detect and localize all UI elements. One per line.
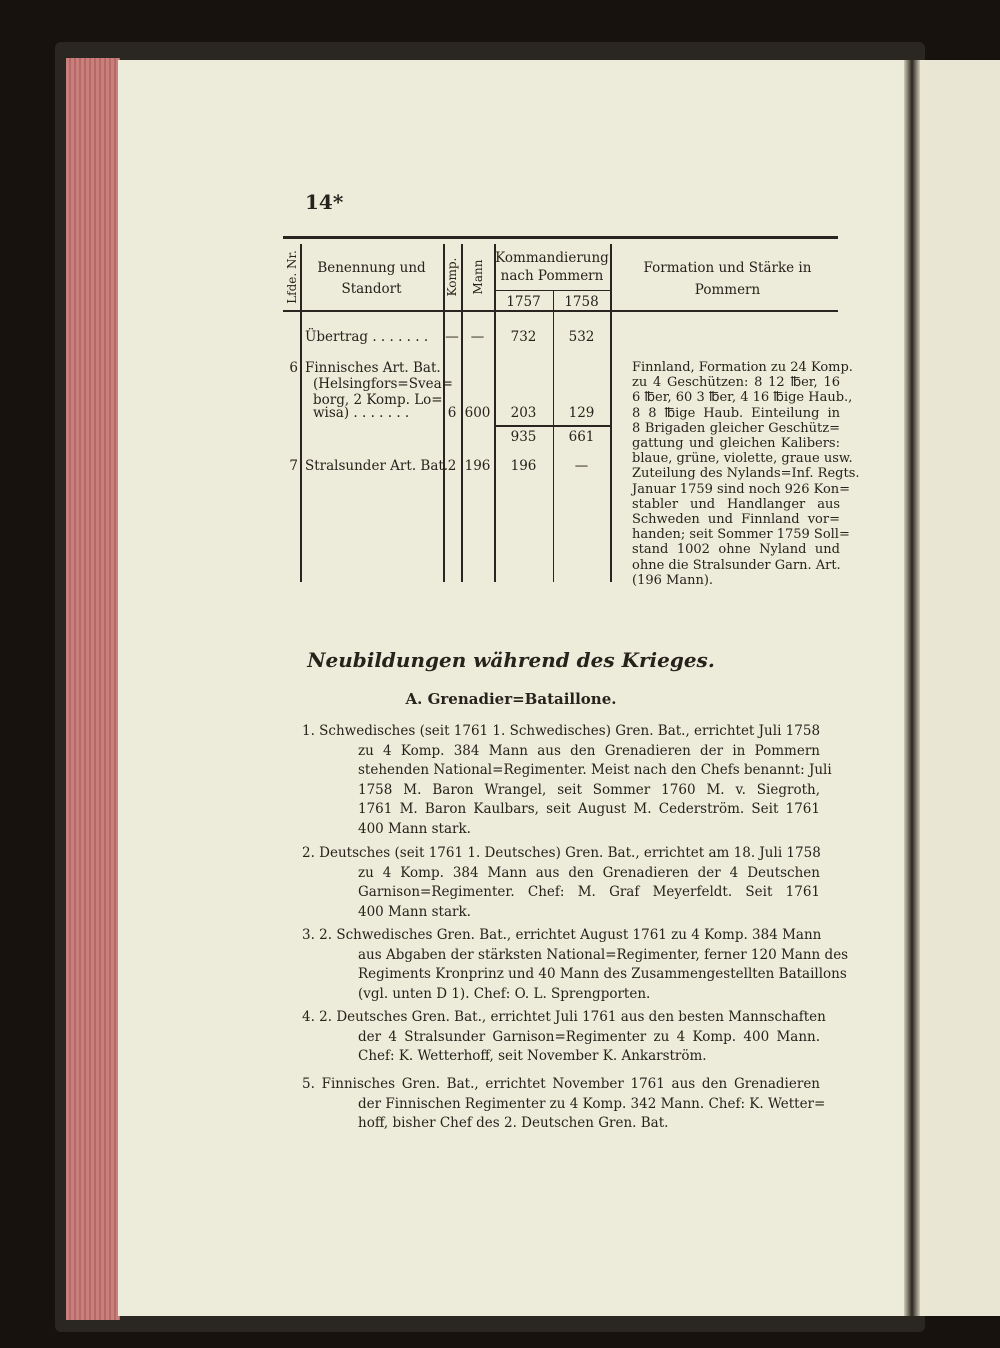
- row-1758: 532: [568, 329, 595, 345]
- formation-line: gattung und gleichen Kalibers:: [632, 436, 840, 451]
- entry-1-line: stehenden National=Regimenter. Meist nach den Chefs benannt: Juli: [358, 762, 832, 779]
- formation-line: 6 ℔er, 60 3 ℔er, 4 16 ℔ige Haub.,: [632, 390, 853, 406]
- book-gutter: [904, 60, 920, 1316]
- entry-3-line: 3. 2. Schwedisches Gren. Bat., errichtet August 1761 zu 4 Komp. 384 Mann: [302, 927, 822, 943]
- header-formation: Formation und Stärke in Pommern: [643, 260, 812, 298]
- row-nr: 6: [289, 360, 298, 376]
- formation-line: Zuteilung des Nylands=Inf. Regts.: [632, 466, 860, 482]
- row-name: borg, 2 Komp. Lo=: [313, 392, 443, 408]
- formation-line: stabler und Handlanger aus: [632, 496, 840, 512]
- facing-page: [920, 60, 1000, 1316]
- formation-line: blaue, grüne, violette, graue usw.: [632, 451, 853, 467]
- row-mann: 600: [464, 405, 491, 421]
- row-1757: 203: [510, 405, 537, 421]
- entry-1-line: 400 Mann stark.: [358, 821, 471, 837]
- entry-3-line: (vgl. unten D 1). Chef: O. L. Sprengporten.: [358, 985, 651, 1002]
- sum-1758: 661: [568, 429, 595, 445]
- formation-line: stand 1002 ohne Nyland und: [632, 542, 840, 558]
- formation-line: zu 4 Geschützen: 8 12 ℔er, 16: [632, 375, 840, 391]
- entry-2-line: Garnison=Regimenter. Chef: M. Graf Meyerfeldt. Seit 1761: [358, 884, 820, 901]
- entry-4-line: Chef: K. Wetterhoff, seit November K. Ankarström.: [358, 1048, 707, 1065]
- header-name: Benennung und Standort: [317, 260, 426, 297]
- entry-1-line: 1758 M. Baron Wrangel, seit Sommer 1760 M. v. Siegroth,: [358, 781, 820, 798]
- entry-1-line: 1761 M. Baron Kaulbars, seit August M. Cederström. Seit 1761: [358, 801, 820, 818]
- formation-line: Finnland, Formation zu 24 Komp.: [632, 360, 853, 375]
- header-1758: 1758: [564, 294, 599, 310]
- entry-3-line: aus Abgaben der stärksten National=Regimenter, ferner 120 Mann des: [358, 946, 849, 963]
- row-name: Übertrag . . . . . . .: [305, 329, 429, 345]
- header-1757: 1757: [506, 294, 541, 310]
- formation-line: ohne die Stralsunder Garn. Art.: [632, 557, 841, 573]
- entry-5-line: hoff, bisher Chef des 2. Deutschen Gren. Bat.: [358, 1115, 669, 1132]
- row-1757: 732: [510, 329, 537, 345]
- row-name: (Helsingfors=Svea=: [313, 376, 453, 392]
- entry-4-line: der 4 Stralsunder Garnison=Regimenter zu 4 Komp. 400 Mann.: [358, 1028, 820, 1045]
- row-komp: —: [445, 329, 459, 345]
- row-1758: —: [574, 458, 589, 474]
- row-name: Finnisches Art. Bat.: [305, 360, 441, 376]
- header-kommandierung: Kommandierung nach Pommern: [495, 250, 609, 284]
- row-komp: 2: [447, 458, 457, 474]
- section-title: Neubildungen während des Krieges.: [307, 648, 715, 672]
- header-lfd: Lfde. Nr.: [285, 250, 299, 304]
- row-nr: 7: [289, 458, 298, 474]
- header-mann: Mann: [471, 259, 485, 295]
- formation-line: (196 Mann).: [632, 572, 714, 588]
- entry-5-line: der Finnischen Regimenter zu 4 Komp. 342 Mann. Chef: K. Wetter=: [358, 1095, 826, 1112]
- formation-line: handen; seit Sommer 1759 Soll=: [632, 527, 850, 543]
- formation-line: Januar 1759 sind noch 926 Kon=: [632, 481, 851, 497]
- formation-line: 8 8 ℔ige Haub. Einteilung in: [632, 405, 840, 421]
- header-komp: Komp.: [445, 257, 459, 297]
- row-1757: 196: [510, 458, 537, 474]
- entry-5-line: 5. Finnisches Gren. Bat., errichtet November 1761 aus den Grenadieren: [302, 1076, 820, 1092]
- sum-1757: 935: [510, 429, 537, 445]
- entry-2-line: 2. Deutsches (seit 1761 1. Deutsches) Gren. Bat., errichtet am 18. Juli 1758: [302, 845, 821, 861]
- formation-line: Schweden und Finnland vor=: [632, 512, 840, 527]
- entry-1-line: 1. Schwedisches (seit 1761 1. Schwedisches) Gren. Bat., errichtet Juli 1758: [302, 723, 821, 739]
- entry-4-line: 4. 2. Deutsches Gren. Bat., errichtet Juli 1761 aus den besten Mannschaften: [302, 1009, 826, 1025]
- entry-2-line: zu 4 Komp. 384 Mann aus den Grenadieren der 4 Deutschen: [358, 864, 820, 881]
- page-edges: [66, 58, 120, 1320]
- row-mann: —: [470, 329, 485, 345]
- entry-3-line: Regiments Kronprinz und 40 Mann des Zusammengestellten Bataillons: [358, 966, 847, 983]
- row-name: wisa) . . . . . . .: [313, 405, 410, 421]
- row-1758: 129: [568, 405, 595, 421]
- page-number: 14*: [305, 190, 344, 214]
- subsection-title: A. Grenadier=Bataillone.: [405, 690, 617, 708]
- formation-line: 8 Brigaden gleicher Geschütz=: [632, 420, 840, 436]
- row-name: Stralsunder Art. Bat.: [305, 458, 449, 474]
- row-komp: 6: [447, 405, 457, 421]
- entry-2-line: 400 Mann stark.: [358, 903, 471, 920]
- row-mann: 196: [464, 458, 491, 474]
- entry-1-line: zu 4 Komp. 384 Mann aus den Grenadieren der in Pommern: [358, 742, 820, 759]
